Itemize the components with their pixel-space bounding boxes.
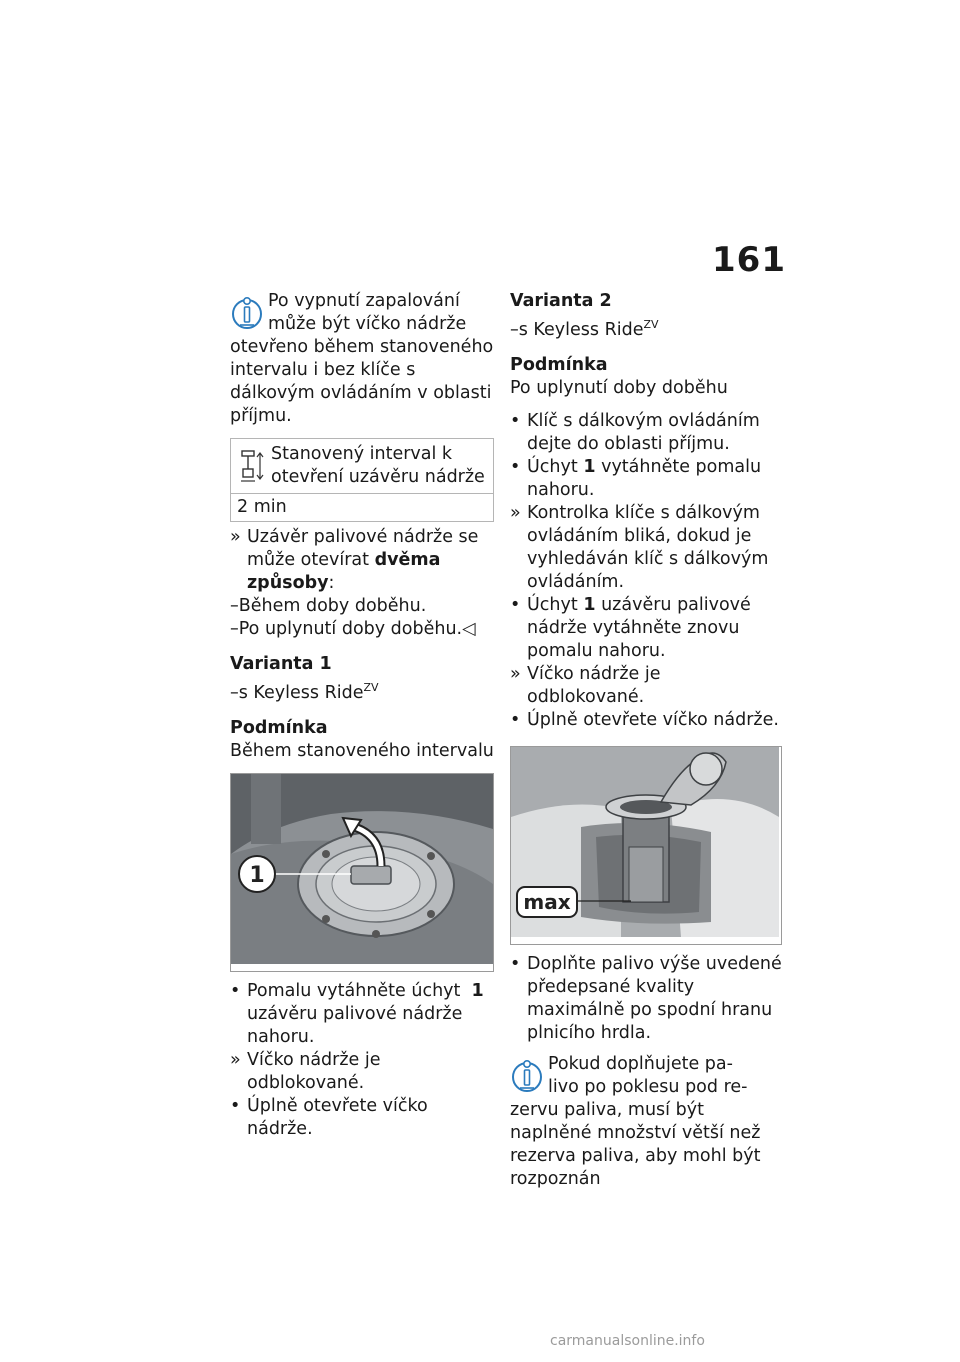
- figure-label-max: max: [523, 890, 571, 914]
- r-step-3-text: Kontrolka klíče s dálkovým ovládáním bliká, dokud je vyhledáván klíč s dálkovým ovládáním.: [527, 503, 769, 592]
- variant2-sup: ZV: [643, 318, 659, 331]
- fuel-cap-figure: [230, 773, 494, 972]
- end-mark-icon: ◁: [462, 619, 476, 639]
- result-colon: :: [328, 573, 335, 593]
- condition2-text: Po uplynutí doby doběhu: [510, 378, 728, 398]
- interval-value: 2 min: [237, 497, 287, 517]
- info-text: otevřeno během stanoveného intervalu i bez klíče s dálkovým ovládáním v oblasti příjmu.: [230, 337, 494, 426]
- r-step-7: [510, 953, 782, 1045]
- r-step-3-marker: »: [510, 503, 521, 523]
- variant1-sub: [230, 676, 494, 705]
- variant1-heading: Varianta 1: [230, 654, 332, 674]
- fuel-filler-illustration: [511, 747, 779, 937]
- variant1-sub-text: –s Keyless Ride: [230, 683, 364, 703]
- variant2-sub-text: –s Keyless Ride: [510, 320, 644, 340]
- dash-item-1: –Během doby doběhu.: [230, 596, 427, 616]
- result-marker: »: [230, 527, 241, 547]
- step-3-text: Úplně otevřete víčko nádrže.: [247, 1096, 428, 1139]
- r-step-2: [510, 456, 782, 502]
- info2-line-2: livo po poklesu pod re-: [548, 1077, 748, 1097]
- step-2: [230, 1049, 494, 1095]
- footer-watermark: carmanualsonline.info: [550, 1333, 705, 1349]
- info-line-2: může být víčko nádrže: [268, 314, 467, 334]
- r-step-2-a: Úchyt: [527, 457, 578, 477]
- info-icon: [510, 1055, 544, 1097]
- dash-item-2: [230, 618, 494, 641]
- step-2-text: Víčko nádrže je odblokované.: [247, 1050, 381, 1093]
- r-step-6-marker: •: [510, 710, 521, 730]
- r-step-7-text: Doplňte palivo výše uvedené předepsané kvality maximálně po spodní hranu plnicího hrdla.: [527, 954, 782, 1043]
- condition1-text: Během stanoveného intervalu: [230, 741, 494, 761]
- r-step-2-b: vytáhněte pomalu nahoru.: [527, 457, 762, 500]
- r-step-5-marker: »: [510, 664, 521, 684]
- result-item: [230, 526, 494, 595]
- r-step-1-text: Klíč s dálkovým ovládáním dejte do oblasti příjmu.: [527, 411, 760, 454]
- info-icon: [230, 292, 264, 334]
- step-3-marker: •: [230, 1096, 241, 1116]
- info2-text: zervu paliva, musí být naplněné množství větší než rezerva paliva, aby mohl být rozpoznán: [510, 1100, 761, 1189]
- variant1-sup: ZV: [363, 681, 379, 694]
- left-column: [230, 290, 494, 1141]
- r-step-4-a: Úchyt: [527, 595, 578, 615]
- r-step-5: [510, 663, 782, 709]
- step-1-marker: •: [230, 981, 241, 1001]
- right-column: [510, 290, 782, 1191]
- step-1-num: 1: [471, 981, 484, 1001]
- r-step-3: [510, 502, 782, 594]
- r-step-4-b: uzávěru palivové nádrže vytáhněte znovu pomalu nahoru.: [527, 595, 751, 661]
- result-text: Uzávěr palivové nádrže se může otevírat: [247, 527, 479, 570]
- r-step-6-text: Úplně otevřete víčko nádrže.: [527, 710, 779, 730]
- r-step-1: [510, 410, 782, 456]
- step-2-marker: »: [230, 1050, 241, 1070]
- r-step-6: [510, 709, 782, 732]
- r-step-2-num: 1: [583, 457, 596, 477]
- info-note: [230, 290, 494, 428]
- r-step-1-marker: •: [510, 411, 521, 431]
- info2-line-1: Pokud doplňujete pa-: [548, 1054, 733, 1074]
- variant2-heading: Varianta 2: [510, 291, 612, 311]
- r-step-2-marker: •: [510, 457, 521, 477]
- step-1-rest: uzávěru palivové nádrže nahoru.: [247, 1004, 463, 1047]
- fuel-level-figure: [510, 746, 782, 945]
- r-step-5-text: Víčko nádrže je odblokované.: [527, 664, 661, 707]
- r-step-4-num: 1: [583, 595, 596, 615]
- result-bold: dvěma způsoby: [247, 550, 441, 593]
- step-1: [230, 980, 494, 1049]
- interval-label: Stanovený interval k otevření uzávěru nádrže: [271, 444, 485, 487]
- interval-box-header: [231, 439, 493, 494]
- variant2-sub: [510, 313, 782, 342]
- step-3: [230, 1095, 494, 1141]
- dash-item-2-text: –Po uplynutí doby doběhu.: [230, 619, 463, 639]
- info-line-1: Po vypnutí zapalování: [268, 291, 460, 311]
- r-step-4: [510, 594, 782, 663]
- fuel-cap-illustration: [231, 774, 493, 964]
- info-note-2: [510, 1053, 782, 1191]
- r-step-4-marker: •: [510, 595, 521, 615]
- condition2-heading: Podmínka: [510, 355, 608, 375]
- step-1-text: Pomalu vytáhněte úchyt: [247, 981, 461, 1001]
- interval-box: [230, 438, 494, 522]
- r-step-7-marker: •: [510, 954, 521, 974]
- condition1-heading: Podmínka: [230, 718, 328, 738]
- page-number: 161: [712, 240, 786, 280]
- figure-label-1: 1: [249, 863, 265, 888]
- fuel-cap-icon: [239, 449, 265, 483]
